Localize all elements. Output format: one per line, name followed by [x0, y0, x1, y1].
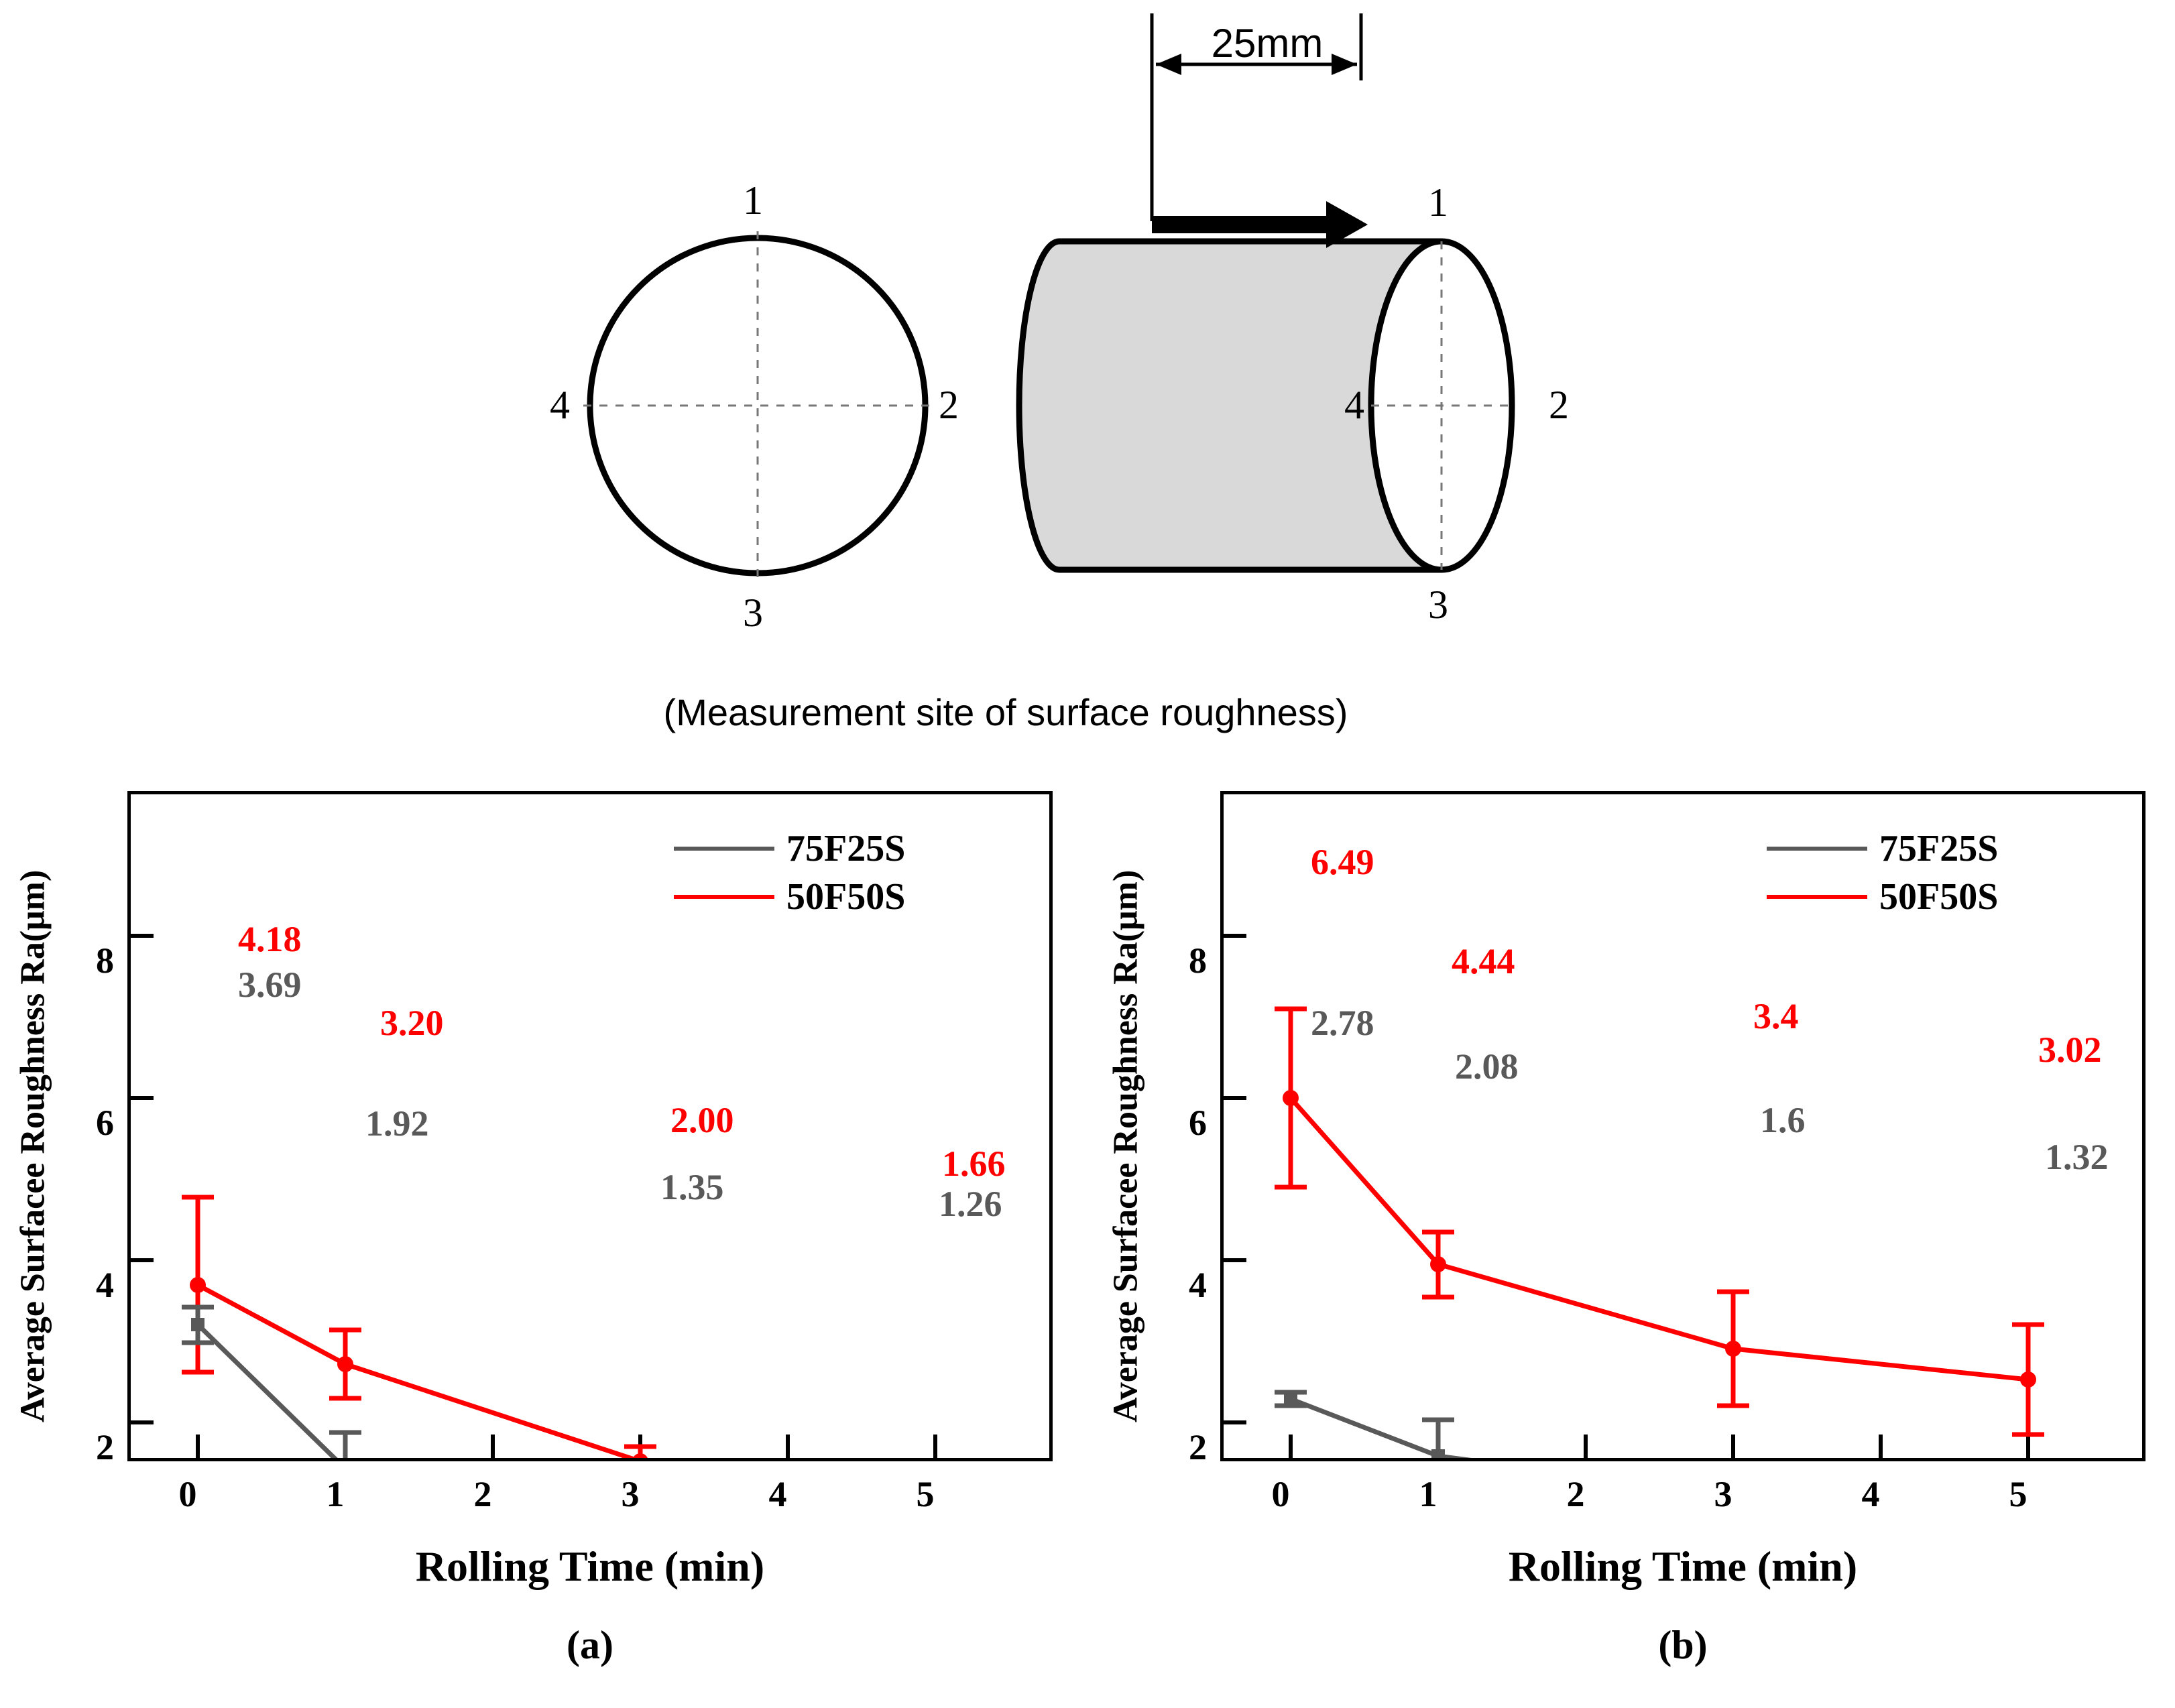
- chart-panel-a: [7, 771, 1079, 1696]
- chart-a-ytick-6: 6: [96, 1103, 114, 1143]
- chart-a-legend-item-75F25S: [674, 825, 1022, 873]
- chart-b-xtick-4: 4: [1861, 1474, 1880, 1514]
- chart-b-label-red-3: 3.02: [2038, 1030, 2102, 1070]
- chart-b-ytick-8: 8: [1189, 940, 1207, 981]
- chart-a-ytick-2: 2: [96, 1427, 114, 1467]
- legend-swatch-red: [674, 895, 774, 899]
- chart-b-series-75F25S-line: [1291, 1399, 2028, 1458]
- legend-swatch-red: [1767, 895, 1867, 899]
- circle-index-2: 2: [939, 383, 959, 427]
- cylinder-index-2: 2: [1549, 383, 1569, 427]
- chart-b-legend-label-0: 75F25S: [1879, 828, 1999, 869]
- chart-a-xtick-0: 0: [178, 1474, 197, 1514]
- diagram-svg: [0, 0, 2175, 684]
- measurement-site-diagram: [0, 0, 2175, 751]
- cylinder-index-1: 1: [1428, 180, 1448, 225]
- chart-b-legend-item-50F50S: [1767, 873, 2115, 921]
- chart-a-ytick-8: 8: [96, 940, 114, 981]
- chart-a-label-gray-0: 3.69: [238, 965, 302, 1005]
- chart-a-panel-letter: (a): [567, 1623, 613, 1667]
- chart-panel-b: [1100, 771, 2172, 1696]
- dim-arrow-left: [1156, 54, 1181, 75]
- chart-b-label-gray-3: 1.32: [2045, 1137, 2109, 1177]
- legend-swatch-gray: [674, 847, 774, 851]
- chart-a-label-gray-3: 1.26: [939, 1184, 1002, 1224]
- chart-a-label-red-3: 1.66: [942, 1144, 1006, 1184]
- chart-b-label-red-0: 6.49: [1311, 842, 1374, 882]
- cylinder-index-4: 4: [1344, 383, 1364, 427]
- chart-b-x-axis-label: Rolling Time (min): [1508, 1542, 1858, 1590]
- chart-a-legend-label-1: 50F50S: [786, 876, 906, 918]
- chart-a-xtick-2: 2: [473, 1474, 492, 1514]
- chart-b-label-gray-2: 1.6: [1760, 1100, 1806, 1140]
- cylinder-index-3: 3: [1428, 583, 1448, 627]
- chart-b-panel-letter: (b): [1658, 1623, 1708, 1667]
- chart-b-legend-item-75F25S: [1767, 825, 2115, 873]
- chart-b-ytick-4: 4: [1189, 1265, 1207, 1305]
- chart-a-legend: [674, 825, 1022, 921]
- chart-b-series-50F50S-line: [1291, 1098, 2028, 1380]
- chart-b-y-axis-label: Average Surfacee Roughness Ra(μm): [1106, 869, 1145, 1423]
- circle-index-3: 3: [743, 591, 763, 635]
- chart-a-label-gray-2: 1.35: [660, 1167, 724, 1207]
- chart-b-ytick-6: 6: [1189, 1103, 1207, 1143]
- chart-a-xtick-1: 1: [326, 1474, 345, 1514]
- chart-b-xtick-1: 1: [1419, 1474, 1437, 1514]
- cylinder-left-cap: [1019, 241, 1059, 570]
- chart-a-xtick-5: 5: [916, 1474, 935, 1514]
- chart-b-xtick-3: 3: [1714, 1474, 1732, 1514]
- chart-a-ytick-4: 4: [96, 1265, 114, 1305]
- chart-a-label-red-2: 2.00: [670, 1100, 734, 1140]
- chart-b-ytick-2: 2: [1189, 1427, 1207, 1467]
- chart-b-label-red-2: 3.4: [1753, 996, 1799, 1036]
- chart-a-legend-label-0: 75F25S: [786, 828, 906, 869]
- dimension-label: 25mm: [1211, 21, 1324, 66]
- chart-b-plot-area: [1220, 791, 2145, 1461]
- circle-index-1: 1: [743, 178, 763, 223]
- chart-b-legend-label-1: 50F50S: [1879, 876, 1999, 918]
- chart-a-x-axis-label: Rolling Time (min): [415, 1542, 765, 1590]
- chart-b-legend: [1767, 825, 2115, 921]
- chart-b-xtick-5: 5: [2009, 1474, 2027, 1514]
- chart-a-xtick-3: 3: [621, 1474, 640, 1514]
- measurement-site-caption: (Measurement site of surface roughness): [663, 691, 1348, 733]
- chart-a-y-axis-label: Average Surfacee Roughness Ra(μm): [13, 869, 52, 1423]
- chart-a-label-red-1: 3.20: [380, 1003, 444, 1043]
- chart-b-xtick-2: 2: [1566, 1474, 1585, 1514]
- chart-b-label-gray-1: 2.08: [1455, 1046, 1519, 1087]
- chart-a-label-gray-1: 1.92: [365, 1103, 429, 1144]
- circle-index-4: 4: [550, 383, 570, 427]
- chart-a-plot-area: [127, 791, 1053, 1461]
- legend-swatch-gray: [1767, 847, 1867, 851]
- chart-a-label-red-0: 4.18: [238, 919, 302, 959]
- chart-b-label-gray-0: 2.78: [1311, 1003, 1374, 1043]
- chart-a-xtick-4: 4: [768, 1474, 787, 1514]
- chart-b-xtick-0: 0: [1271, 1474, 1290, 1514]
- chart-b-label-red-1: 4.44: [1452, 941, 1515, 981]
- chart-a-legend-item-50F50S: [674, 873, 1022, 921]
